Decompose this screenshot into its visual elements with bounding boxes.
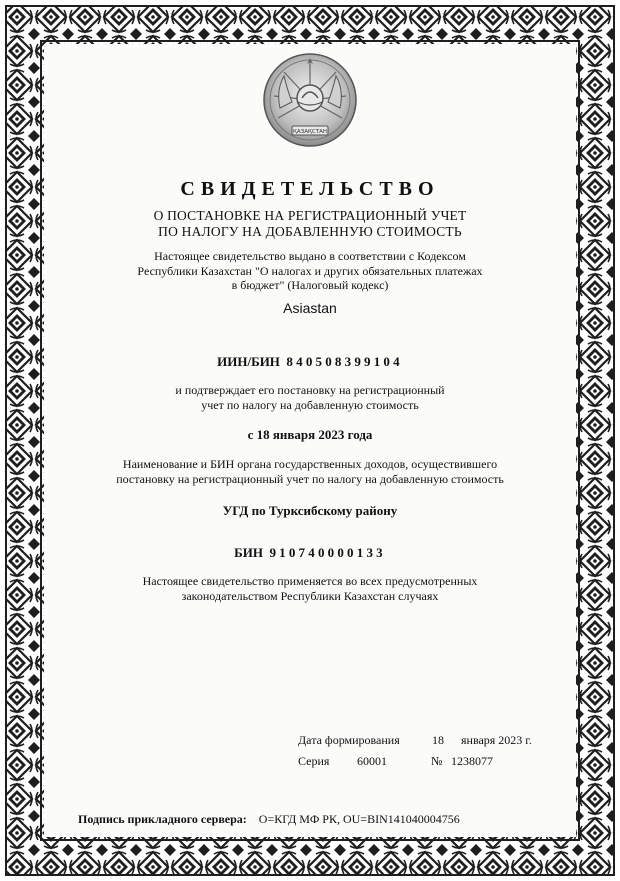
iin-label: ИИН/БИН	[217, 354, 280, 369]
legal-basis-text	[0, 249, 620, 293]
confirmation-text	[0, 383, 620, 412]
confirm-line: учет по налогу на добавленную стоимость	[201, 397, 419, 412]
bin-label: БИН	[234, 545, 263, 560]
intro-line: Настоящее свидетельство выдано в соответствии с Кодексом	[154, 249, 466, 263]
formation-date-label: Дата формирования	[298, 733, 400, 747]
certificate-title: СВИДЕТЕЛЬСТВО	[180, 178, 440, 200]
authority-bin-row	[0, 545, 620, 561]
number-label: №	[431, 754, 443, 768]
company-name: Asiastan	[283, 300, 337, 316]
subtitle-line: О ПОСТАНОВКЕ НА РЕГИСТРАЦИОННЫЙ УЧЕТ	[153, 208, 467, 223]
svg-text:ҚАЗАҚСТАН: ҚАЗАҚСТАН	[293, 129, 327, 135]
tax-authority-label	[0, 457, 620, 486]
confirm-line: и подтверждает его постановку на регистрационный	[175, 383, 445, 397]
series-label: Серия	[298, 754, 330, 768]
kazakhstan-state-emblem-icon	[262, 52, 358, 148]
usage-line: Настоящее свидетельство применяется во всех предусмотренных	[142, 574, 478, 588]
formation-date-month-year: января 2023 г.	[461, 733, 532, 747]
formation-date-day: 18	[432, 733, 444, 747]
series-value: 60001	[357, 754, 387, 768]
iin-bin-row	[0, 354, 620, 370]
signature-value: O=КГД МФ РК, OU=BIN141040004756	[258, 812, 460, 826]
tax-authority-name: УГД по Турксибскому району	[222, 503, 398, 518]
registration-date: с 18 января 2023 года	[247, 427, 373, 442]
server-signature	[78, 812, 460, 827]
intro-line: Республики Казахстан "О налогах и других обязательных платежах	[137, 263, 483, 278]
signature-label: Подпись прикладного сервера:	[78, 812, 247, 826]
number-value: 1238077	[451, 754, 493, 768]
intro-line: в бюджет" (Налоговый кодекс)	[231, 278, 389, 292]
organ-label-line: Наименование и БИН органа государственных доходов, осуществившего	[122, 457, 498, 471]
bin-value: 910740000133	[269, 545, 386, 560]
subtitle-line: ПО НАЛОГУ НА ДОБАВЛЕННУЮ СТОИМОСТЬ	[158, 224, 462, 239]
usage-line: законодательством Республики Казахстан случаях	[181, 588, 439, 603]
usage-text	[0, 574, 620, 603]
iin-value: 840508399104	[286, 354, 403, 369]
organ-label-line: постановку на регистрационный учет по налогу на добавленную стоимость	[116, 471, 504, 486]
certificate-subtitle	[0, 208, 620, 240]
